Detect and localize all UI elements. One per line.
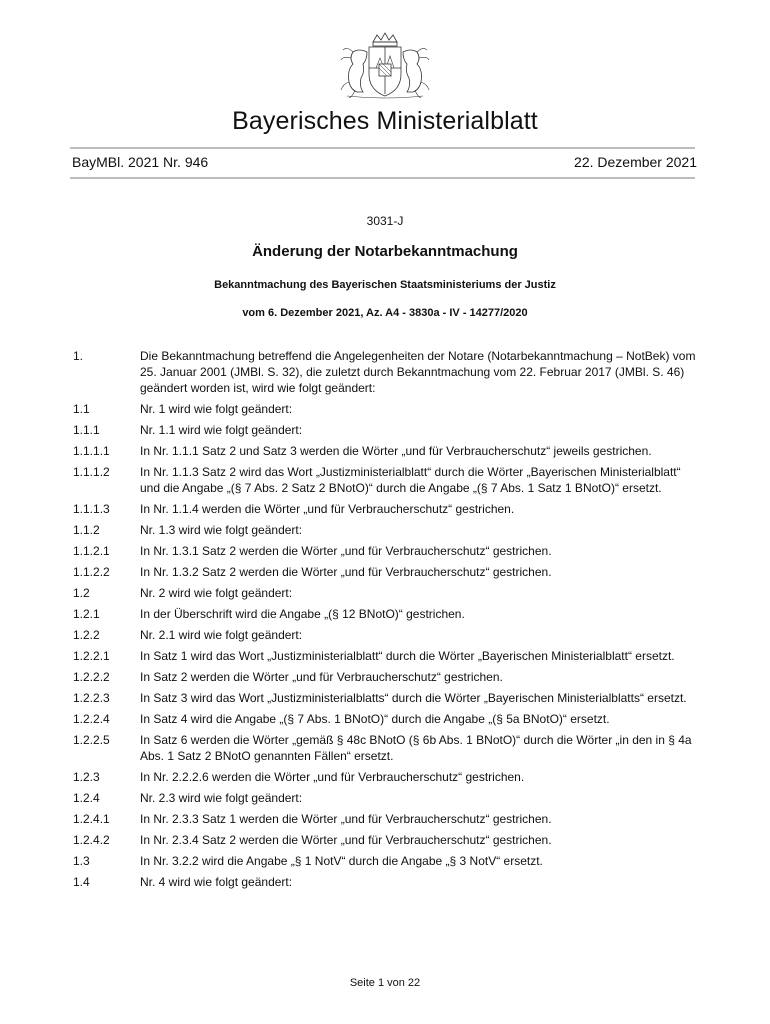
item-number: 1.2.3 [73,770,100,784]
issue-date: 22. Dezember 2021 [574,154,697,170]
item-number: 1.2.2.4 [73,712,110,726]
list-item [73,348,698,396]
item-text: Nr. 1.3 wird wie folgt geändert: [140,523,303,537]
list-item [73,501,698,517]
item-text: Nr. 1 wird wie folgt geändert: [140,402,293,416]
list-item [73,769,698,785]
item-text: In Nr. 1.3.1 Satz 2 werden die Wörter „und für Verbraucherschutz“ gestrichen. [140,544,552,558]
list-item [73,543,698,559]
list-item [73,606,698,622]
item-text: Nr. 4 wird wie folgt geändert: [140,875,293,889]
document-title: Änderung der Notarbekanntmachung [252,243,518,260]
item-text: In Satz 4 wird die Angabe „(§ 7 Abs. 1 BNotO)“ durch die Angabe „(§ 5a BNotO)“ ersetzt. [140,712,610,726]
list-item [73,443,698,459]
item-text: In Nr. 1.1.4 werden die Wörter „und für Verbraucherschutz“ gestrichen. [140,502,515,516]
item-text: In Nr. 1.1.3 Satz 2 wird das Wort „Justizministerialblatt“ durch die Wörter „Bayerischen Ministerialblatt“ und die Angabe „(§ 7 Abs. 2 Satz 2 BNotO)“ durch die Angabe „(§ 7 Abs. 1 Satz 1 BNotO)“ ersetzt. [140,465,681,495]
publication-masthead: Bayerisches Ministerialblatt [232,107,538,135]
list-item [73,790,698,806]
item-number: 1.1.1.2 [73,465,110,479]
item-number: 1.2.2.5 [73,733,110,747]
item-text: Nr. 1.1 wird wie folgt geändert: [140,423,303,437]
item-number: 1.1.2.2 [73,565,110,579]
item-text: In Nr. 2.3.3 Satz 1 werden die Wörter „und für Verbraucherschutz“ gestrichen. [140,812,552,826]
item-number: 1.4 [73,875,90,889]
header-divider-top [70,147,695,149]
item-number: 1.1.2.1 [73,544,110,558]
bavarian-coat-of-arms-icon [329,30,441,100]
item-number: 1.1.1.1 [73,444,110,458]
item-number: 1.2.4.1 [73,812,110,826]
item-text: Nr. 2.3 wird wie folgt geändert: [140,791,303,805]
list-item [73,732,698,764]
item-text: In Nr. 2.2.2.6 werden die Wörter „und für Verbraucherschutz“ gestrichen. [140,770,525,784]
item-number: 1.2.2.1 [73,649,110,663]
item-number: 1.1.2 [73,523,100,537]
document-subtitle: Bekanntmachung des Bayerischen Staatsministeriums der Justiz [214,279,556,291]
list-item [73,853,698,869]
list-item [73,711,698,727]
item-number: 1.2.2.3 [73,691,110,705]
document-reference: vom 6. Dezember 2021, Az. A4 - 3830a - IV - 14277/2020 [242,307,528,319]
classification-code: 3031-J [366,214,404,228]
list-item [73,522,698,538]
item-number: 1.1.1.3 [73,502,110,516]
item-text: In Satz 1 wird das Wort „Justizministerialblatt“ durch die Wörter „Bayerischen Ministerialblatt“ ersetzt. [140,649,675,663]
item-number: 1.1.1 [73,423,100,437]
issue-number: BayMBl. 2021 Nr. 946 [72,154,209,170]
list-item [73,422,698,438]
amendment-list [73,348,698,890]
item-text: In Satz 6 werden die Wörter „gemäß § 48c BNotO (§ 6b Abs. 1 BNotO)“ durch die Wörter „in den in § 4a Abs. 1 Satz 2 BNotO genannten Fällen“ ersetzt. [140,733,692,763]
item-number: 1.2.1 [73,607,100,621]
list-item [73,564,698,580]
item-text: In der Überschrift wird die Angabe „(§ 12 BNotO)“ gestrichen. [140,607,465,621]
page-number: Seite 1 von 22 [349,977,421,989]
list-item [73,464,698,496]
item-text: In Nr. 1.1.1 Satz 2 und Satz 3 werden die Wörter „und für Verbraucherschutz“ jeweils gestrichen. [140,444,652,458]
item-number: 1.2.4 [73,791,100,805]
item-number: 1.3 [73,854,90,868]
list-item [73,627,698,643]
item-number: 1.2.2 [73,628,100,642]
list-item [73,401,698,417]
list-item [73,669,698,685]
item-number: 1.2 [73,586,90,600]
item-number: 1. [73,349,84,363]
list-item [73,832,698,848]
item-number: 1.2.2.2 [73,670,110,684]
item-text: In Nr. 2.3.4 Satz 2 werden die Wörter „und für Verbraucherschutz“ gestrichen. [140,833,552,847]
item-text: In Satz 3 wird das Wort „Justizministerialblatts“ durch die Wörter „Bayerischen Ministerialblatts“ ersetzt. [140,691,687,705]
item-text: Die Bekanntmachung betreffend die Angelegenheiten der Notare (Notarbekanntmachung – NotBek) vom 25. Januar 2001 (JMBl. S. 32), die zuletzt durch Bekanntmachung vom 22. Februar 2017 (JMBl. S. 46) geändert worden ist, wird wie folgt geändert: [140,349,696,395]
list-item [73,585,698,601]
item-text: Nr. 2 wird wie folgt geändert: [140,586,293,600]
header-divider-bottom [70,177,695,179]
list-item [73,690,698,706]
list-item [73,811,698,827]
list-item [73,648,698,664]
item-number: 1.2.4.2 [73,833,110,847]
item-text: Nr. 2.1 wird wie folgt geändert: [140,628,303,642]
list-item [73,874,698,890]
item-text: In Satz 2 werden die Wörter „und für Verbraucherschutz“ gestrichen. [140,670,503,684]
item-text: In Nr. 1.3.2 Satz 2 werden die Wörter „und für Verbraucherschutz“ gestrichen. [140,565,552,579]
item-text: In Nr. 3.2.2 wird die Angabe „§ 1 NotV“ durch die Angabe „§ 3 NotV“ ersetzt. [140,854,543,868]
item-number: 1.1 [73,402,90,416]
